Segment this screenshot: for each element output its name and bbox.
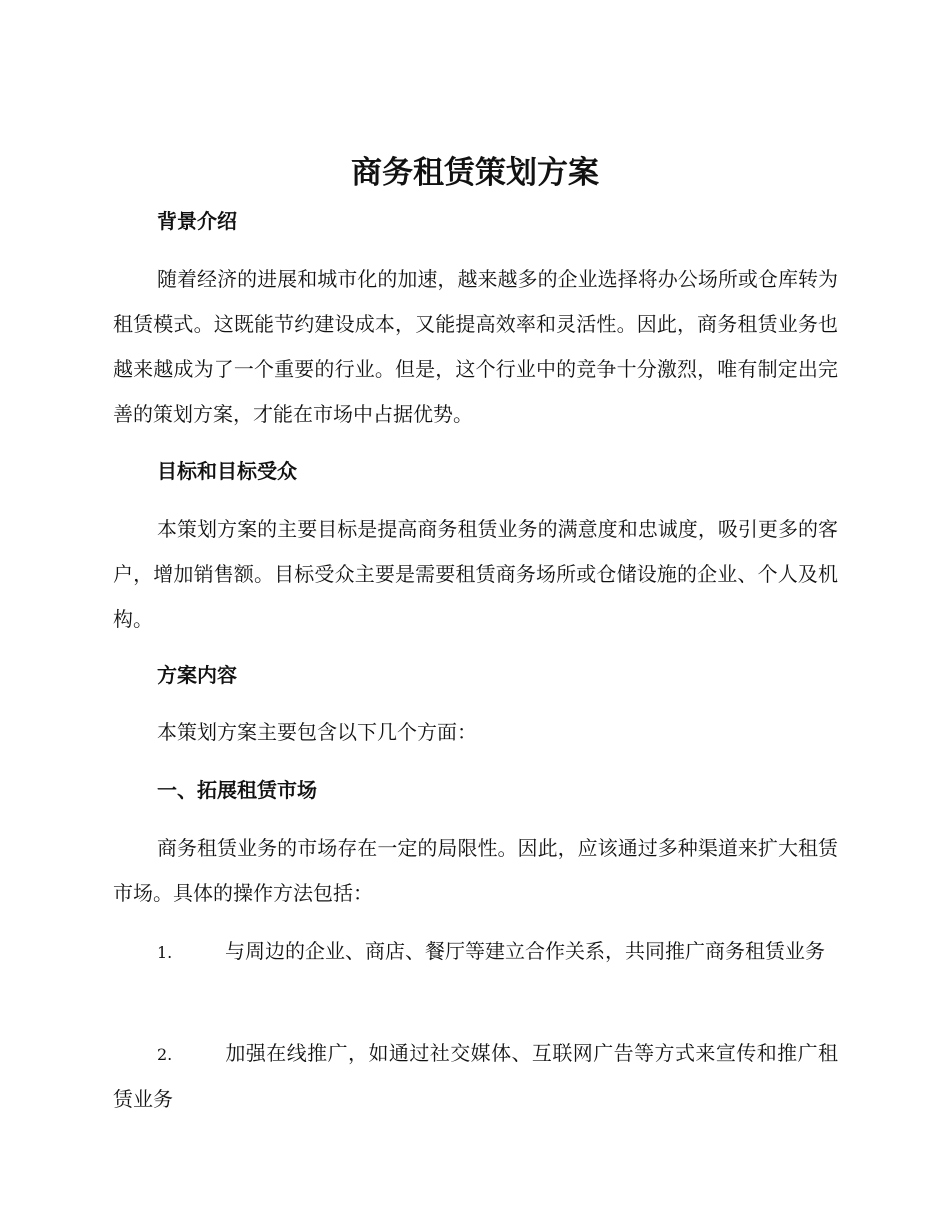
- paragraph-expand-market: 商务租赁业务的市场存在一定的局限性。因此，应该通过多种渠道来扩大租赁市场。具体的操作方法包括：: [113, 836, 838, 905]
- list-item: [113, 1031, 838, 1122]
- section-heading-goals: 目标和目标受众: [157, 459, 297, 483]
- paragraph-background: 随着经济的进展和城市化的加速，越来越多的企业选择将办公场所或仓库转为租赁模式。这既能节约建设成本，又能提高效率和灵活性。因此，商务租赁业务也越来越成为了一个重要的行业。但是，这个行业中的竞争十分激烈，唯有制定出完善的策划方案，才能在市场中占据优势。: [113, 267, 838, 426]
- list-item-number: 2.: [157, 1045, 173, 1064]
- list-item: [113, 929, 838, 975]
- section-heading-expand-market: 一、拓展租赁市场: [157, 778, 317, 802]
- list-item-number: 1.: [157, 943, 173, 962]
- section-heading-background: 背景介绍: [157, 209, 237, 233]
- list-item-text: 与周边的企业、商店、餐厅等建立合作关系，共同推广商务租赁业务: [225, 939, 825, 963]
- list-item-text: 加强在线推广，如通过社交媒体、互联网广告等方式来宣传和推广租赁业务: [113, 1041, 838, 1111]
- paragraph-content: 本策划方案主要包含以下几个方面：: [157, 720, 477, 744]
- document-title: 商务租赁策划方案: [351, 155, 599, 191]
- paragraph-goals: 本策划方案的主要目标是提高商务租赁业务的满意度和忠诚度，吸引更多的客户，增加销售额。目标受众主要是需要租赁商务场所或仓储设施的企业、个人及机构。: [113, 517, 838, 631]
- section-heading-content: 方案内容: [157, 663, 237, 687]
